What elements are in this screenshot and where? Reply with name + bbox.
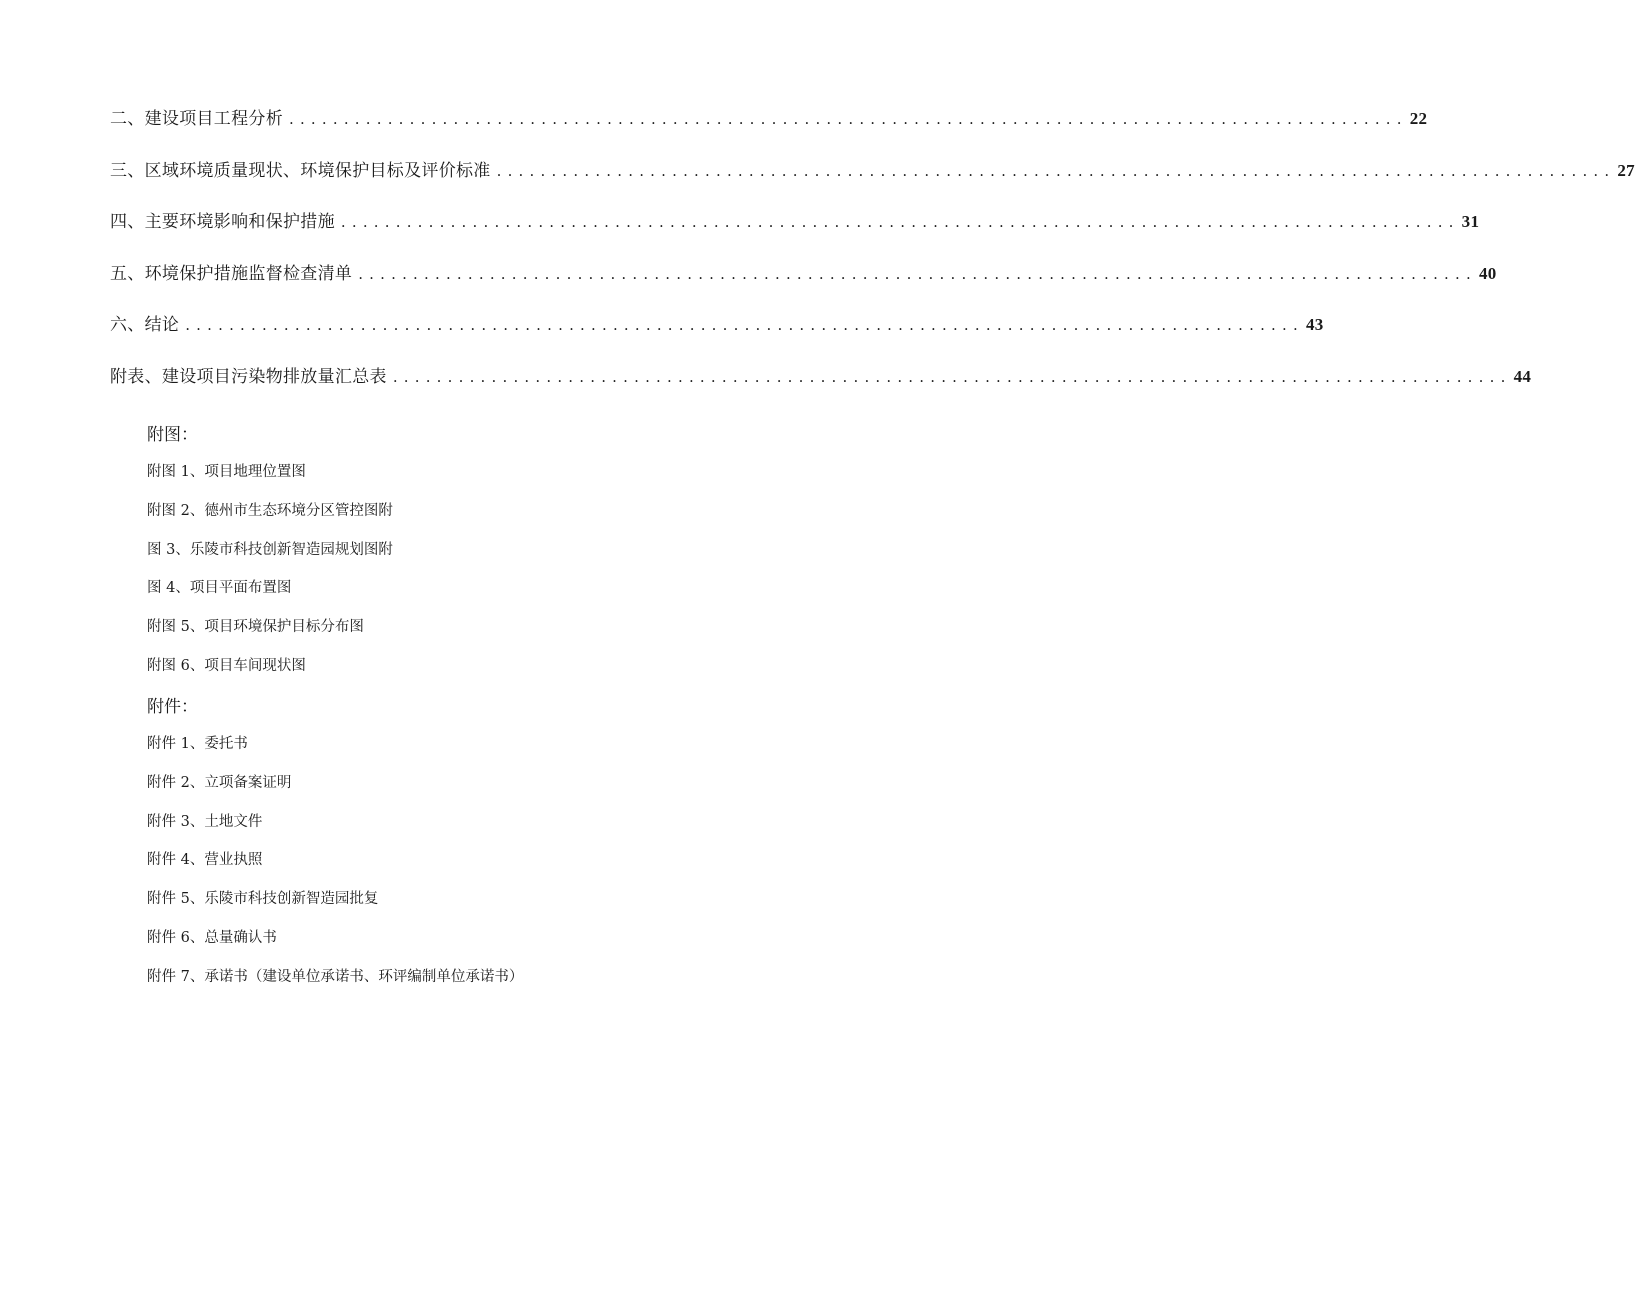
toc-entry-title: 三、区域环境质量现状、环境保护目标及评价标准 [110, 160, 491, 181]
attachment-item: 附件 7、承诺书（建设单位承诺书、环评编制单位承诺书） [147, 968, 524, 985]
toc-entry-page: 40 [1478, 263, 1497, 283]
figures-heading: 附图： [147, 425, 198, 445]
toc-entry-title: 附表、建设项目污染物排放量汇总表 [110, 366, 387, 387]
attachment-item: 附件 6、总量确认书 [147, 929, 277, 946]
attachment-item: 附件 1、委托书 [147, 736, 248, 752]
toc-leader-dots: ...................................................................................................... [340, 213, 1460, 231]
attachments-heading: 附件： [147, 697, 198, 717]
table-of-contents [110, 104, 1635, 413]
toc-entry[interactable] [110, 362, 1532, 414]
figure-item: 附图 5、项目环境保护目标分布图 [147, 619, 364, 636]
toc-entry-page: 22 [1409, 109, 1428, 128]
figure-item: 图 3、乐陵市科技创新智造园规划图附 [147, 541, 393, 558]
toc-entry-page: 44 [1513, 366, 1532, 386]
toc-entry[interactable] [110, 207, 1480, 259]
toc-entry-title: 四、主要环境影响和保护措施 [110, 212, 335, 232]
figure-item: 附图 6、项目车间现状图 [147, 657, 306, 674]
attachment-item: 附件 2、立项备案证明 [147, 774, 292, 791]
toc-entry-title: 六、结论 [110, 315, 180, 335]
attachment-item: 附件 3、土地文件 [147, 813, 263, 830]
toc-entry[interactable] [110, 156, 1635, 208]
toc-leader-dots: ...................................................................................................... [185, 316, 1304, 334]
figure-item: 附图 1、项目地理位置图 [147, 464, 306, 480]
toc-entry[interactable] [110, 259, 1497, 311]
toc-entry-title: 二、建设项目工程分析 [110, 109, 283, 129]
toc-entry-title: 五、环境保护措施监督检查清单 [110, 263, 353, 284]
toc-entry-page: 43 [1305, 315, 1324, 334]
attachment-item: 附件 4、营业执照 [147, 852, 263, 869]
toc-leader-dots: ...................................................................................................... [496, 161, 1616, 180]
figure-item: 附图 2、德州市生态环境分区管控图附 [147, 502, 393, 519]
figures-section [147, 420, 787, 693]
toc-leader-dots: ...................................................................................................... [358, 264, 1477, 283]
toc-entry-page: 31 [1461, 212, 1480, 231]
attachment-item: 附件 5、乐陵市科技创新智造园批复 [147, 891, 379, 908]
attachments-section [147, 692, 787, 1004]
toc-entry-page: 27 [1617, 160, 1635, 180]
toc-entry[interactable] [110, 104, 1428, 156]
toc-leader-dots: ...................................................................................................... [289, 110, 1408, 128]
figure-item: 图 4、项目平面布置图 [147, 580, 292, 597]
toc-leader-dots: ...................................................................................................... [392, 367, 1512, 386]
toc-entry[interactable] [110, 310, 1324, 362]
